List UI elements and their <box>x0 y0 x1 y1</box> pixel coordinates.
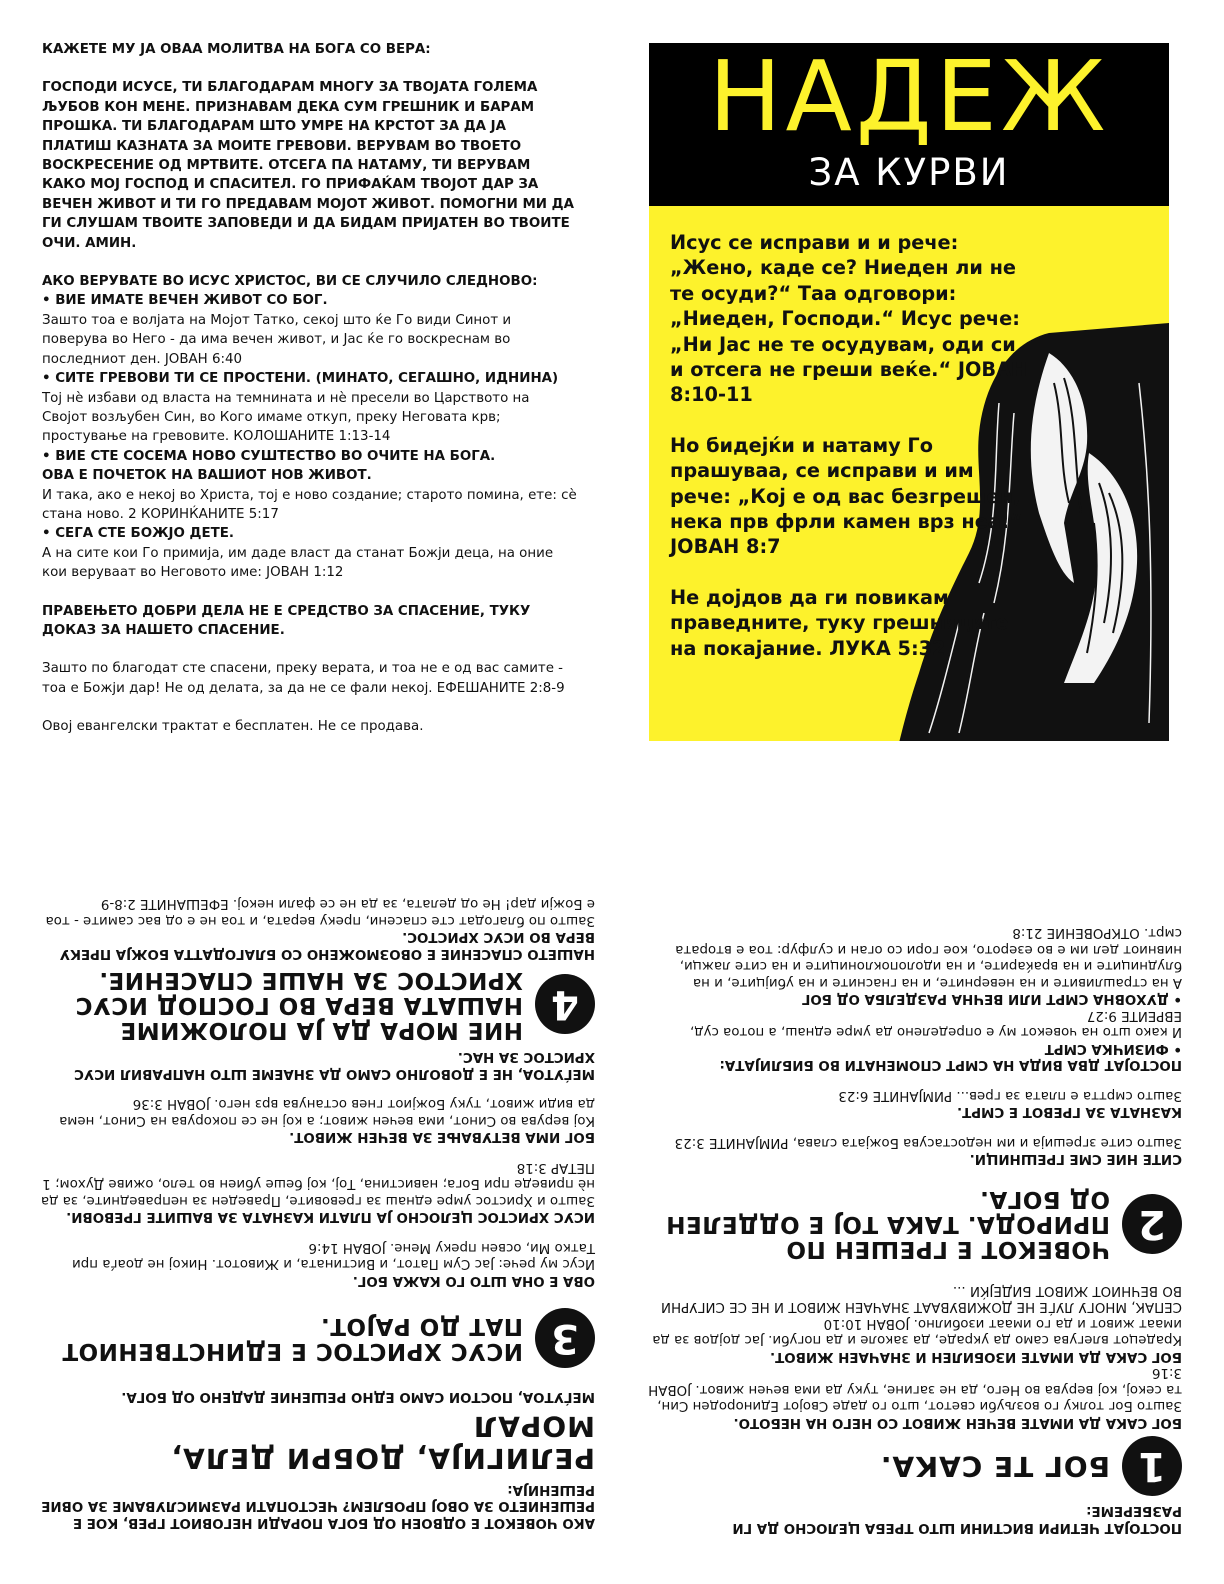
truth-2-verse-c: И како што на човекот му е определено да умре еднаш, а потоа суд, ЕВРЕИТЕ 9:27 <box>690 1008 1182 1040</box>
truth-4-number: 4 <box>535 975 595 1035</box>
truth-3-conclusion: МЕЃУТОА, НЕ Е ДОВОЛНО САМО ДА ЗНАЕМЕ ШТО НАПРАВИЛ ИСУС ХРИСТОС ЗА НАС. <box>74 1049 595 1081</box>
truth-2-bullet-spiritual: • ДУХОВНА СМРТ ИЛИ ВЕЧНА РАЗДЕЛБА ОД БОГ <box>801 991 1182 1007</box>
believe-bullet-2: • СИТЕ ГРЕВОВИ ТИ СЕ ПРОСТЕНИ. (МИНАТО, СЕГАШНО, ИДНИНА) <box>42 371 559 387</box>
truth-2-point-a: СИТЕ НИЕ СМЕ ГРЕШНИЦИ. <box>969 1151 1182 1167</box>
solutions-question: АКО ЧОВЕКОТ Е ОДВОЕН ОД БОГА ПОРАДИ НЕГОВИОТ ГРЕВ, КОЕ Е РЕШЕНИЕТО ЗА ОВОЈ ПРОБЛЕМ? ЧЕСТОПАТИ РАЗМИСЛУВАМЕ ЗА ОВИЕ РЕШЕНИЈА: <box>41 1482 595 1530</box>
truth-1-heading <box>642 1436 1182 1496</box>
truth-1-conclusion: СЕПАК, МНОГУ ЛУЃЕ НЕ ДОЖИВУВААТ ЗНАЧАЕН ЖИВОТ И НЕ СЕ СИГУРНИ ВО ВЕЧНИОТ ЖИВОТ БИДЕЈЌИ ... <box>661 1283 1182 1315</box>
truth-1-number: 1 <box>1122 1436 1182 1496</box>
cover-title: НАДЕЖ <box>708 43 1110 153</box>
truth-2-number: 2 <box>1122 1194 1182 1254</box>
truth-1-point-b: БОГ САКА ДА ИМАТЕ ИЗОБИЛЕН И ЗНАЧАЕН ЖИВОТ. <box>770 1349 1182 1364</box>
works-verse: Зашто по благодат сте спасени, преку верата, и тоа не е од вас самите - тоа е Божји дар! Не од делата, за да не се фали некој. ЕФЕШАНИТЕ 2:8-9 <box>42 661 565 696</box>
truth-1-verse-a: Зашто Бог толку го возљуби светот, што го даде Својот Единороден Син, та секој, кој верува во Него, да не загине, туку да има вечен живот. ЈОВАН 3:16 <box>648 1365 1182 1414</box>
solutions-answer: МЕЃУТОА, ПОСТОИ САМО ЕДНО РЕШЕНИЕ ДАДЕНО ОД БОГА. <box>121 1389 595 1405</box>
truth-1-point-a: БОГ САКА ДА ИМАТЕ ВЕЧЕН ЖИВОТ СО НЕГО НА НЕБОТО. <box>733 1415 1182 1430</box>
prayer-text: ГОСПОДИ ИСУСЕ, ТИ БЛАГОДАРАМ МНОГУ ЗА ТВОЈАТА ГОЛЕМА ЉУБОВ КОН МЕНЕ. ПРИЗНАВАМ ДЕКА СУМ ГРЕШНИК И БАРАМ ПРОШКА. ТИ БЛАГОДАРАМ ШТО УМРЕ НА КРСТОТ ЗА ДА ЈА ПЛАТИШ КАЗНАТА ЗА МОИТЕ ГРЕВОВИ. ВЕРУВАМ ВО ТВОЕТО ВОСКРЕСЕНИЕ ОД МРТВИТЕ. ОТСЕГА ПА НАТАМУ, ТИ ВЕРУВАМ КАКО МОЈ ГОСПОД И СПАСИТЕЛ. ГО ПРИФАЌАМ ТВОЈОТ ДАР ЗА ВЕЧЕН ЖИВОТ И ТИ ГО ПРЕДАВАМ МОЈОТ ЖИВОТ. ПОМОГНИ МИ ДА ГИ СЛУШАМ ТВОИТЕ ЗАПОВЕДИ И ДА БИДАМ ПРИЈАТЕН ВО ТВОИТЕ ОЧИ. АМИН. <box>42 80 574 251</box>
cover-header <box>649 43 1169 206</box>
free-notice: Овој евангелски трактат е бесплатен. Не се продава. <box>42 719 424 735</box>
truth-3-point-c: БОГ ИМА ВЕТУВАЊЕ ЗА ВЕЧЕН ЖИВОТ. <box>289 1129 595 1145</box>
cover-subtitle: ЗА КУРВИ <box>808 151 1010 194</box>
cover-verse-2: Но бидејќи и натаму Го прашуваа, се исправи и им рече: „Кој е од вас безгрешен, нека прв фрли камен врз неа!“ ЈОВАН 8:7 <box>670 433 1023 559</box>
truth-3-point-a: ОВА Е ОНА ШТО ГО КАЖА БОГ. <box>352 1273 595 1288</box>
truth-2-point-b: КАЗНАТА ЗА ГРЕВОТ Е СМРТ. <box>957 1104 1182 1120</box>
cover-verses <box>670 230 1035 661</box>
believe-bullet-1: • ВИЕ ИМАТЕ ВЕЧЕН ЖИВОТ СО БОГ. <box>42 293 328 309</box>
believe-verse-3: И така, ако е некој во Христа, тој е ново создание; старото помина, ете: сѐ стана ново. 2 КОРИНЌАНИТЕ 5:17 <box>42 487 577 522</box>
truth-4-point-a: НАШЕТО СПАСЕНИЕ Е ОВОЗМОЖЕНО СО БЛАГОДАТТА БОЖЈА ПРЕКУ ВЕРА ВО ИСУС ХРИСТОС. <box>59 929 595 961</box>
truth-2-title: ЧОВЕКОТ Е ГРЕШЕН ПО ПРИРОДА. ТАКА ТОЈ Е ОДДЕЛЕН ОД БОГА. <box>665 1186 1110 1263</box>
believe-bullet-4: • СЕГА СТЕ БОЖЈО ДЕТЕ. <box>42 526 234 542</box>
truth-2-point-c: ПОСТОЈАТ ДВА ВИДА НА СМРТ СПОМЕНАТИ ВО БИБЛИЈАТА: <box>719 1057 1182 1073</box>
cover-verse-1: Исус се исправи и и рече: „Жено, каде се? Ниеден ли не те осуди?“ Таа одговори: „Ниеден, Господи.“ Исус рече: „Ни Јас не те осудувам, оди си и отсега не греши веќе.“ ЈОВАН 8:10-11 <box>670 231 1028 407</box>
cover-panel <box>649 43 1169 741</box>
truth-2-heading <box>642 1187 1182 1262</box>
truth-2-verse-b: Зашто смртта е плата за грев... РИМЈАНИТЕ 6:23 <box>838 1088 1182 1103</box>
believe-bullet-3b: ОВА Е ПОЧЕТОК НА ВАШИОТ НОВ ЖИВОТ. <box>42 468 372 484</box>
believe-verse-2: Тој нѐ избави од власта на темнината и нѐ пресели во Царството на Својот возљубен Син, во Кого имаме откуп, преку Неговата крв; простување на гревовите. КОЛОШАНИТЕ 1:13-14 <box>42 390 530 445</box>
works-heading: ПРАВЕЊЕТО ДОБРИ ДЕЛА НЕ Е СРЕДСТВО ЗА СПАСЕНИЕ, ТУКУ ДОКАЗ ЗА НАШЕТО СПАСЕНИЕ. <box>42 603 531 638</box>
believe-verse-1: Зашто тоа е волјата на Мојот Татко, секој што ќе Го види Синот и поверува во Него - да има вечен живот, и Јас ќе го воскреснам во последниот ден. ЈОВАН 6:40 <box>42 312 512 367</box>
truths-panel-3-4 <box>40 795 595 1530</box>
truth-2-verse-a: Зашто сите згрешија и им недостасува Божјата слава, РИМЈАНИТЕ 3:23 <box>674 1135 1182 1150</box>
believe-verse-4: А на сите кои Го примија, им даде власт да станат Божји деца, на оние кои веруваат во Неговото име: ЈОВАН 1:12 <box>42 545 554 581</box>
truth-4-title: НИЕ МОРА ДА ЈА ПОЛОЖИМЕ НАШАТА ВЕРА ВО ГОСПОД ИСУС ХРИСТОС ЗА НАШЕ СПАСЕНИЕ. <box>75 967 523 1043</box>
prayer-intro: КАЖЕТЕ МУ ЈА ОВАА МОЛИТВА НА БОГА СО ВЕРА: <box>42 42 431 57</box>
truths-panel-1-2 <box>642 795 1182 1535</box>
truths-intro: ПОСТОЈАТ ЧЕТИРИ ВИСТИНИ ШТО ТРЕБА ЦЕЛОСНО ДА ГИ РАЗБЕРЕМЕ: <box>732 1503 1182 1535</box>
truth-4-verse-a: Зашто по благодат сте спасени, преку верата, и тоа не е од вас самите - тоа е Божји дар! Не од делата, за да не се фали некој. ЕФЕШАНИТЕ 2:8-9 <box>45 896 595 928</box>
truth-1-verse-b: Крадецот влегува само да украде, да заколе и да погуби. Јас дојдов за да имаат живот и да го имаат изобилно. ЈОВАН 10:10 <box>652 1316 1182 1348</box>
truth-3-heading <box>40 1308 595 1368</box>
believe-bullet-3: • ВИЕ СТЕ СОСЕМА НОВО СУШТЕСТВО ВО ОЧИТЕ НА БОГА. <box>42 448 496 464</box>
truth-1-title: БОГ ТЕ САКА. <box>879 1450 1110 1483</box>
truth-3-number: 3 <box>535 1308 595 1368</box>
prayer-column <box>42 40 577 737</box>
truth-3-verse-c: Кој верува во Синот, има вечен живот; а кој не се покорува на Синот, нема да види живот, туку Божјиот гнев останува врз него. ЈОВАН 3:36 <box>59 1096 595 1128</box>
truth-3-verse-a: Исус му рече: Јас Сум Патот, и Вистината, и Животот. Никој не доаѓа при Татко Ми, освен преку Мене. ЈОВАН 14:6 <box>72 1240 595 1272</box>
truth-3-verse-b: Зашто и Христос умре еднаш за гревовите, Праведен за неправедните, за да нѐ приведе при Бога; навистина, Тој, кој беше убиен во тело, оживе Духом; 1 ПЕТАР 3:18 <box>40 1160 595 1208</box>
truth-2-bullet-physical: • ФИЗИЧКА СМРТ <box>1044 1041 1182 1056</box>
believe-heading: АКО ВЕРУВАТЕ ВО ИСУС ХРИСТОС, ВИ СЕ СЛУЧИЛО СЛЕДНОВО: <box>42 274 538 290</box>
cover-verse-3: Не дојдов да ги повикам праведните, туку грешниците на покајание. ЛУКА 5:32 <box>670 585 1009 660</box>
truth-4-heading <box>40 967 595 1042</box>
truth-3-title: ИСУС ХРИСТОС Е ЕДИНСТВЕНИОТ ПАТ ДО РАЈОТ. <box>61 1313 523 1364</box>
solutions-list: РЕЛИГИЈА, ДОБРИ ДЕЛА, МОРАЛ <box>170 1410 595 1476</box>
truth-3-point-b: ИСУС ХРИСТОС ЦЕЛОСНО ЈА ПЛАТИ КАЗНАТА ЗА ВАШИТЕ ГРЕВОВИ. <box>66 1209 595 1225</box>
truth-2-verse-d: А на страшливите и на неверните, и на гнасните и на убијците, и на блудниците и на враќарите, и на идолопоклониците и на сите лажци, нивниот дел им е во езерото, кое гори со оган и сулфур: тоа е втората смрт. ОТКРОВЕНИЕ 21:8 <box>675 925 1182 990</box>
